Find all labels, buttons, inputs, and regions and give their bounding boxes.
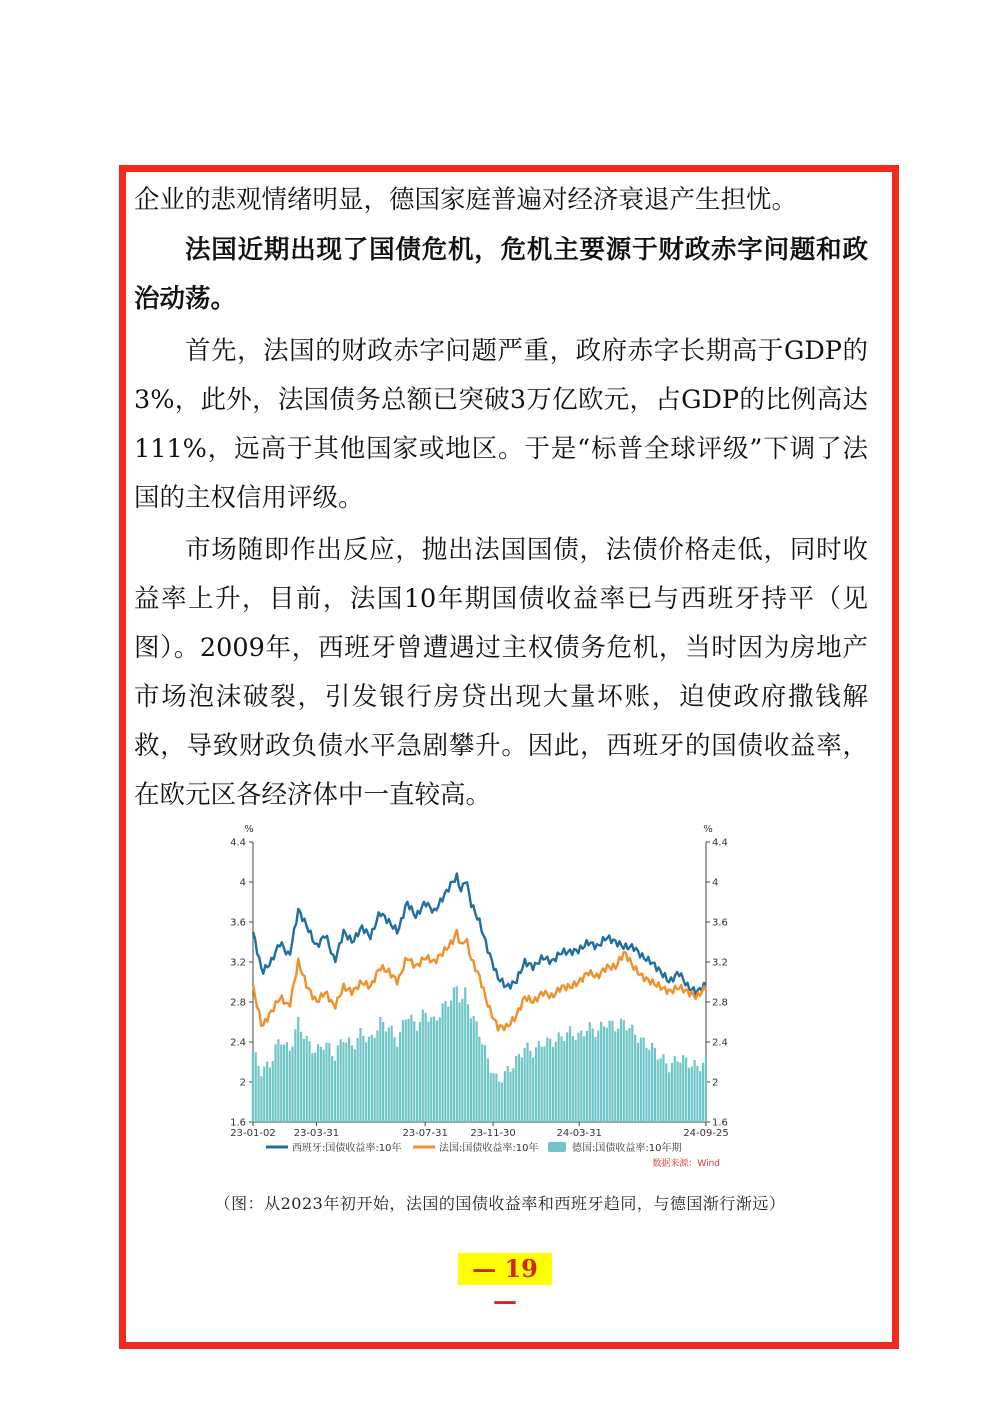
germany-yield-bar — [572, 1036, 574, 1122]
germany-yield-bar — [328, 1043, 330, 1122]
germany-yield-bar — [563, 1041, 565, 1122]
germany-yield-bar — [637, 1043, 639, 1122]
germany-yield-bar — [263, 1067, 265, 1122]
france-yield-line — [253, 930, 706, 1031]
germany-yield-bar — [529, 1051, 531, 1122]
y-unit-right: % — [703, 824, 713, 835]
germany-yield-bar — [320, 1047, 322, 1122]
germany-yield-bar — [518, 1054, 520, 1122]
germany-yield-bar — [558, 1032, 560, 1122]
germany-yield-bar — [323, 1050, 325, 1122]
paragraph-deficit: 首先，法国的财政赤字问题严重，政府赤字长期高于GDP的3%，此外，法国债务总额已突破3万亿欧元，占GDP的比例高达111%，远高于其他国家或地区。于是“标普全球评级”下调了法国的主权信用评级。 — [134, 336, 868, 513]
germany-yield-bar — [560, 1036, 562, 1122]
germany-yield-bar — [481, 1044, 483, 1122]
germany-yield-bar — [255, 1052, 257, 1122]
germany-yield-bar — [600, 1022, 602, 1122]
page-number: — 19 — — [458, 1253, 552, 1285]
germany-yield-bar — [597, 1030, 599, 1122]
germany-yield-bar — [266, 1062, 268, 1122]
germany-yield-bar — [252, 1052, 254, 1122]
germany-yield-bar — [524, 1048, 526, 1122]
germany-yield-bar — [538, 1041, 540, 1122]
germany-yield-bar — [376, 1030, 378, 1122]
y-tick-right: 1.6 — [712, 1117, 728, 1129]
germany-yield-bar — [286, 1042, 288, 1122]
germany-yield-bar — [566, 1032, 568, 1122]
germany-yield-bar — [654, 1048, 656, 1122]
germany-yield-bar — [671, 1063, 673, 1122]
germany-yield-bar — [676, 1061, 678, 1122]
paragraph-headline: 法国近期出现了国债危机，危机主要源于财政赤字问题和政治动荡。 — [134, 235, 868, 314]
y-tick-right: 4.4 — [712, 837, 728, 849]
y-tick-right: 2 — [712, 1077, 719, 1089]
germany-yield-bar — [693, 1060, 695, 1122]
germany-yield-bar — [371, 1035, 373, 1122]
germany-yield-bar — [507, 1066, 509, 1122]
germany-yield-bar — [583, 1036, 585, 1122]
germany-yield-bar — [393, 1037, 395, 1122]
germany-yield-bar — [532, 1058, 534, 1122]
germany-yield-bar — [306, 1036, 308, 1122]
germany-yield-bar — [334, 1061, 336, 1122]
germany-yield-bar — [405, 1020, 407, 1122]
germany-yield-bar — [274, 1044, 276, 1122]
germany-yield-bar — [628, 1028, 630, 1122]
germany-yield-bar — [543, 1046, 545, 1122]
germany-yield-bar — [626, 1030, 628, 1122]
germany-yield-bar — [526, 1043, 528, 1122]
germany-yield-bar — [348, 1038, 350, 1122]
germany-yield-bar — [374, 1038, 376, 1122]
germany-yield-bar — [272, 1061, 274, 1122]
x-tick-label: 23-07-31 — [402, 1128, 448, 1139]
germany-yield-bar — [280, 1045, 282, 1122]
germany-yield-bar — [685, 1057, 687, 1122]
germany-yield-bar — [586, 1031, 588, 1122]
germany-yield-bar — [308, 1041, 310, 1122]
germany-yield-bar — [569, 1026, 571, 1122]
germany-yield-bar — [504, 1071, 506, 1122]
germany-yield-bar — [337, 1045, 339, 1122]
germany-yield-bar — [351, 1045, 353, 1122]
germany-yield-bar — [260, 1076, 262, 1122]
germany-yield-bar — [589, 1022, 591, 1122]
germany-yield-bar — [461, 999, 463, 1122]
germany-yield-bar — [385, 1031, 387, 1122]
germany-yield-bar — [357, 1038, 359, 1122]
germany-yield-bar — [679, 1063, 681, 1122]
y-tick-left: 2.4 — [230, 1037, 246, 1049]
germany-yield-bar — [501, 1083, 503, 1122]
germany-yield-bar — [359, 1028, 361, 1122]
x-tick-label: 23-03-31 — [293, 1128, 340, 1139]
germany-yield-bar — [456, 986, 458, 1122]
germany-yield-bar — [354, 1049, 356, 1122]
germany-yield-bar — [427, 1022, 429, 1122]
y-tick-left: 4 — [239, 877, 246, 889]
germany-yield-bar — [419, 1022, 421, 1122]
germany-yield-bar — [444, 1001, 446, 1122]
germany-yield-bar — [580, 1031, 582, 1122]
y-tick-right: 2.8 — [712, 997, 728, 1009]
bond-yield-chart — [228, 818, 748, 1178]
legend-label: 法国:国债收益率:10年 — [439, 1143, 539, 1154]
germany-yield-bar — [512, 1068, 514, 1122]
germany-yield-bar — [521, 1057, 523, 1122]
germany-yield-bar — [552, 1047, 554, 1122]
germany-yield-bar — [575, 1040, 577, 1122]
germany-yield-bar — [277, 1039, 279, 1122]
germany-yield-bar — [634, 1035, 636, 1122]
germany-yield-bar — [668, 1072, 670, 1122]
germany-yield-bar — [492, 1073, 494, 1122]
germany-yield-bar — [490, 1073, 492, 1122]
germany-yield-bar — [665, 1063, 667, 1122]
germany-yield-bar — [447, 1007, 449, 1122]
germany-yield-bar — [662, 1054, 664, 1122]
germany-yield-bar — [640, 1038, 642, 1122]
y-tick-left: 2.8 — [230, 997, 246, 1009]
x-tick-label: 24-09-25 — [683, 1128, 729, 1139]
x-tick-label: 23-11-30 — [470, 1128, 516, 1139]
germany-yield-bar — [410, 1015, 412, 1122]
germany-yield-bar — [425, 1013, 427, 1122]
germany-yield-bar — [546, 1037, 548, 1122]
germany-yield-bar — [388, 1027, 390, 1122]
bond-yield-chart-svg — [228, 818, 748, 1178]
germany-yield-bar — [603, 1026, 605, 1122]
germany-yield-bar — [470, 1018, 472, 1122]
germany-yield-bar — [592, 1028, 594, 1122]
y-tick-right: 3.2 — [712, 957, 728, 969]
germany-yield-bar — [606, 1028, 608, 1122]
germany-yield-bar — [696, 1066, 698, 1122]
germany-yield-bar — [317, 1044, 319, 1122]
germany-yield-bar — [484, 1045, 486, 1122]
germany-yield-bar — [682, 1055, 684, 1122]
germany-yield-bar — [623, 1020, 625, 1122]
germany-yield-bar — [450, 1000, 452, 1122]
germany-yield-bar — [402, 1020, 404, 1122]
x-tick-label: 24-03-31 — [556, 1128, 602, 1139]
germany-yield-bar — [391, 1026, 393, 1122]
germany-yield-bar — [422, 1010, 424, 1122]
figure-caption: （图：从2023年初开始，法国的国债收益率和西班牙趋同，与德国渐行渐远） — [214, 1194, 786, 1213]
y-tick-left: 4.4 — [230, 837, 246, 849]
germany-yield-bar — [283, 1044, 285, 1122]
y-tick-left: 2 — [239, 1077, 246, 1089]
germany-yield-bar — [416, 1031, 418, 1122]
germany-yield-bar — [515, 1056, 517, 1122]
germany-yield-bar — [555, 1042, 557, 1122]
germany-yield-bar — [303, 1039, 305, 1122]
y-tick-right: 2.4 — [712, 1037, 728, 1049]
germany-yield-bar — [699, 1071, 701, 1122]
germany-yield-bar — [541, 1047, 543, 1122]
germany-yield-bar — [340, 1039, 342, 1122]
germany-yield-bar — [289, 1051, 291, 1122]
y-tick-left: 3.2 — [230, 957, 246, 969]
germany-yield-bar — [331, 1056, 333, 1122]
germany-yield-bar — [657, 1059, 659, 1122]
paragraph-market: 市场随即作出反应，抛出法国国债，法债价格走低，同时收益率上升，目前，法国10年期国债收益率已与西班牙持平（见图）。2009年，西班牙曾遭遇过主权债务危机，当时因为房地产市场泡沫破裂，引发银行房贷出现大量坏账，迫使政府撒钱解救，导致财政负债水平急剧攀升。因此，西班牙的国债收益率，在欧元区各经济体中一直较高。 — [134, 535, 868, 810]
germany-yield-bar — [609, 1021, 611, 1122]
germany-yield-bar — [345, 1043, 347, 1122]
germany-yield-bar — [362, 1036, 364, 1122]
germany-yield-bar — [645, 1048, 647, 1122]
germany-yield-bar — [651, 1043, 653, 1122]
germany-yield-bar — [439, 1017, 441, 1122]
germany-yield-bar — [475, 1021, 477, 1122]
germany-yield-bar — [300, 1032, 302, 1122]
y-tick-right: 4 — [712, 877, 719, 889]
germany-yield-bar — [433, 1017, 435, 1122]
germany-yield-bar — [368, 1037, 370, 1122]
paragraph-intro: 企业的悲观情绪明显，德国家庭普遍对经济衰退产生担忧。 — [134, 185, 798, 215]
germany-yield-bar — [269, 1067, 271, 1122]
germany-yield-bar — [594, 1037, 596, 1122]
germany-yield-bar — [342, 1042, 344, 1122]
germany-yield-bar — [396, 1047, 398, 1122]
y-tick-left: 3.6 — [230, 917, 246, 929]
germany-yield-bar — [464, 987, 466, 1122]
germany-yield-bar — [257, 1066, 259, 1122]
germany-yield-bar — [631, 1025, 633, 1122]
germany-yield-bar — [458, 1002, 460, 1122]
germany-yield-bar — [473, 1016, 475, 1122]
germany-yield-bar — [441, 1004, 443, 1122]
germany-yield-bar — [399, 1032, 401, 1122]
germany-yield-bar — [297, 1017, 299, 1122]
germany-yield-bar — [487, 1059, 489, 1122]
germany-yield-bar — [291, 1047, 293, 1122]
germany-yield-bar — [509, 1072, 511, 1122]
germany-yield-bar — [535, 1047, 537, 1122]
germany-yield-bar — [617, 1029, 619, 1122]
germany-yield-bar — [436, 1020, 438, 1122]
y-tick-right: 3.6 — [712, 917, 728, 929]
legend-swatch — [548, 1142, 566, 1152]
germany-yield-bar — [702, 1063, 704, 1122]
germany-yield-bar — [382, 1022, 384, 1122]
germany-yield-bar — [408, 1019, 410, 1122]
germany-yield-bar — [294, 1029, 296, 1122]
germany-yield-bar — [365, 1042, 367, 1122]
legend-label: 西班牙:国债收益率:10年 — [292, 1143, 402, 1154]
data-source: 数据来源：Wind — [652, 1159, 720, 1169]
germany-yield-bar — [705, 1056, 707, 1122]
germany-yield-bar — [430, 1017, 432, 1122]
germany-yield-bar — [611, 1021, 613, 1122]
x-tick-label: 23-01-02 — [230, 1128, 276, 1139]
germany-yield-bar — [314, 1053, 316, 1122]
germany-yield-bar — [379, 1017, 381, 1122]
germany-yield-bar — [495, 1074, 497, 1122]
germany-yield-bar — [325, 1043, 327, 1122]
germany-yield-bar — [311, 1053, 313, 1122]
germany-yield-bar — [688, 1068, 690, 1122]
germany-yield-bar — [453, 987, 455, 1122]
germany-yield-bar — [674, 1056, 676, 1122]
germany-yield-bar — [478, 1037, 480, 1122]
germany-yield-bar — [648, 1050, 650, 1122]
y-tick-left: 1.6 — [230, 1117, 246, 1129]
germany-yield-bar — [549, 1039, 551, 1122]
germany-yield-bar — [620, 1019, 622, 1122]
germany-yield-bar — [660, 1058, 662, 1122]
germany-yield-bar — [614, 1031, 616, 1122]
germany-yield-bar — [467, 1004, 469, 1122]
germany-yield-bar — [498, 1082, 500, 1122]
y-unit-left: % — [244, 824, 254, 835]
germany-yield-bar — [413, 1021, 415, 1122]
germany-yield-bar — [691, 1066, 693, 1122]
germany-yield-bar — [577, 1033, 579, 1122]
germany-yield-bar — [643, 1038, 645, 1122]
legend-label: 德国:国债收益率:10年期 — [572, 1143, 682, 1154]
